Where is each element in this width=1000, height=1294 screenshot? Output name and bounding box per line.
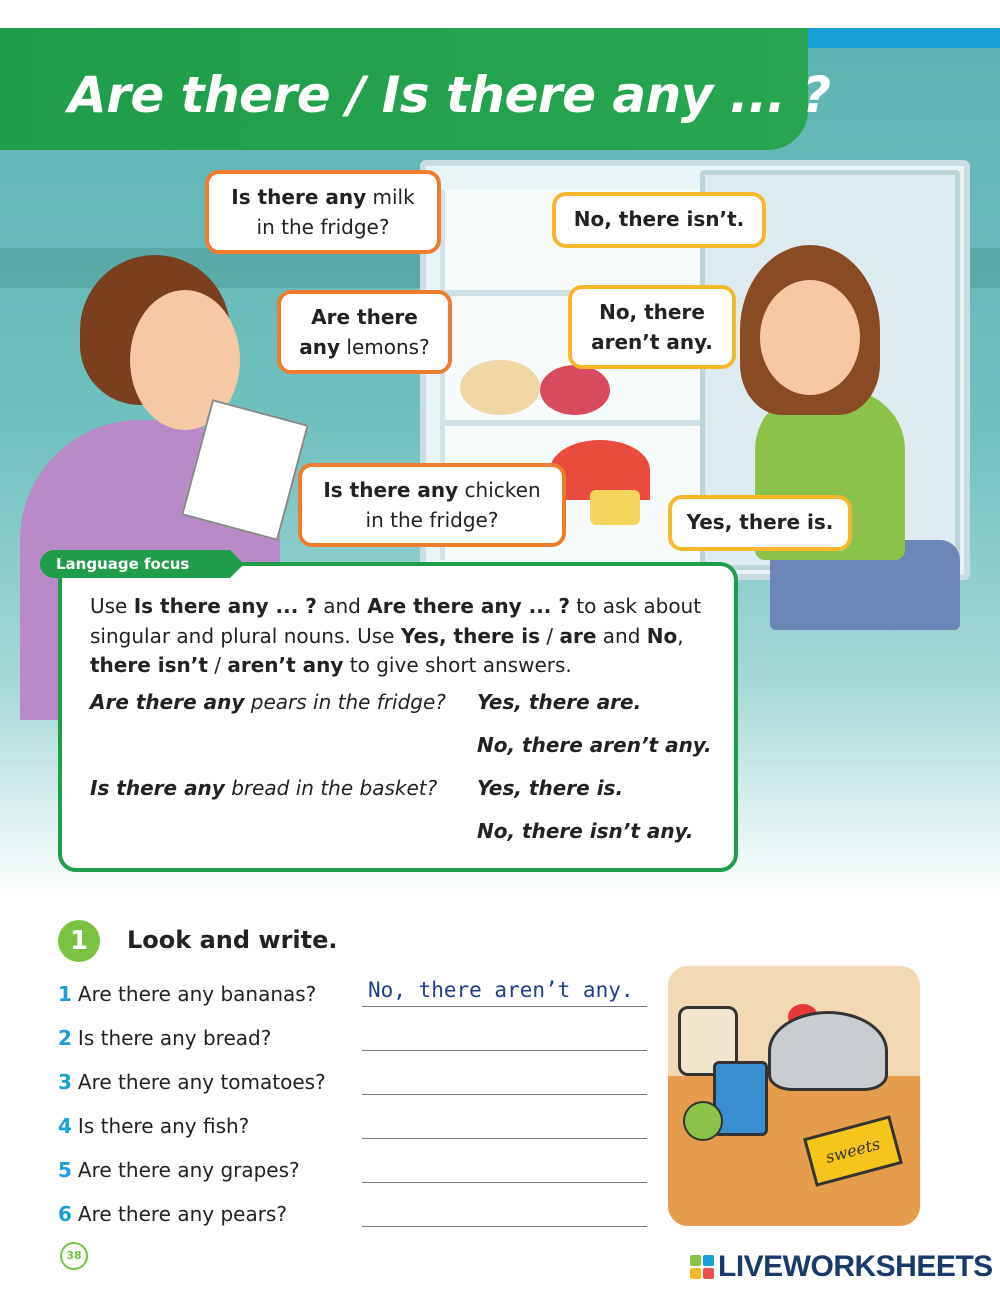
top-accent-bar: [805, 28, 1000, 48]
bubble-lemons-question: [277, 290, 452, 374]
lf-bold-part: No: [646, 623, 678, 648]
bubble-bold: Yes, there is.: [686, 510, 834, 534]
exercise-number-badge: 1: [58, 920, 100, 962]
question-3: [58, 1070, 326, 1094]
bubble-no-isnt: [552, 192, 766, 248]
question-2: [58, 1026, 271, 1050]
grapes-illustration: [683, 1101, 723, 1141]
kitchen-picture: [668, 966, 920, 1226]
example-bold: Yes, there is.: [477, 776, 624, 800]
bubble-text: in the fridge?: [256, 215, 390, 239]
girl-face: [760, 280, 860, 395]
lf-text-part: and: [316, 594, 368, 618]
lf-text-part: /: [540, 623, 560, 648]
page-title: Are there / Is there any ... ?: [68, 66, 831, 124]
bubble-text: in the fridge?: [365, 508, 499, 532]
language-focus-tag: Language focus: [40, 550, 230, 578]
bubble-bold: aren’t any.: [591, 330, 713, 354]
example-answer-2: [477, 733, 712, 757]
liveworksheets-logo-icon: [690, 1255, 714, 1279]
question-number: 3: [58, 1070, 72, 1094]
lf-text-part: Use: [90, 594, 134, 618]
question-6: [58, 1202, 287, 1226]
example-bold: No, there isn’t any.: [477, 819, 694, 843]
bubble-yes-is: [668, 495, 852, 551]
food-chicken: [460, 360, 540, 415]
lf-text-part: /: [207, 653, 228, 677]
answer-line-3[interactable]: [362, 1094, 647, 1095]
example-question-2: [90, 776, 437, 800]
example-bold: Yes, there are.: [477, 690, 642, 714]
answer-line-1: [362, 1006, 647, 1007]
lf-text-part: to give short answers.: [343, 653, 572, 677]
example-bold: Are there any: [90, 690, 245, 714]
bubble-no-arent: [568, 285, 736, 369]
question-text: Is there any fish?: [77, 1114, 250, 1138]
bubble-bold: Is there any: [231, 185, 367, 209]
example-bold: No, there aren’t any.: [477, 733, 712, 757]
question-4: [58, 1114, 249, 1138]
example-text: bread in the basket?: [224, 776, 438, 800]
example-answer-4: [477, 819, 693, 843]
question-number: 6: [58, 1202, 72, 1226]
page-number: 38: [60, 1242, 88, 1270]
liveworksheets-brand: [690, 1250, 993, 1284]
bubble-bold: any: [299, 335, 341, 359]
lf-text-part: ,: [677, 623, 684, 648]
lf-bold-part: there isn’t: [90, 653, 208, 677]
lf-bold-part: Are there any ... ?: [367, 594, 570, 618]
bubble-bold: No, there isn’t.: [573, 207, 745, 231]
question-text: Are there any bananas?: [77, 982, 317, 1006]
lf-bold-part: Yes, there is: [400, 623, 541, 648]
bubble-milk-question: [205, 170, 441, 254]
top-margin: [0, 0, 1000, 28]
example-answer-3: [477, 776, 623, 800]
bubble-bold: Are there: [311, 305, 418, 329]
question-text: Are there any grapes?: [77, 1158, 300, 1182]
bubble-bold: No, there: [599, 300, 705, 324]
bubble-text: chicken: [458, 478, 541, 502]
example-text: pears in the fridge?: [244, 690, 446, 714]
question-number: 4: [58, 1114, 72, 1138]
question-1: [58, 982, 316, 1006]
bubble-text: lemons?: [340, 335, 430, 359]
example-answer-1: [477, 690, 641, 714]
question-number: 1: [58, 982, 72, 1006]
bubble-bold: Is there any: [323, 478, 459, 502]
question-number: 2: [58, 1026, 72, 1050]
kettle-illustration: [768, 1011, 888, 1091]
question-text: Are there any tomatoes?: [77, 1070, 326, 1094]
example-bold: Is there any: [90, 776, 225, 800]
answer-line-6[interactable]: [362, 1226, 647, 1227]
lf-bold-part: are: [559, 623, 597, 648]
question-text: Are there any pears?: [77, 1202, 287, 1226]
lf-bold-part: aren’t any: [227, 653, 344, 677]
answer-line-2[interactable]: [362, 1050, 647, 1051]
example-question-1: [90, 690, 446, 714]
question-text: Is there any bread?: [77, 1026, 272, 1050]
lf-text-part: and: [596, 623, 647, 648]
bubble-text: milk: [366, 185, 415, 209]
lf-text-part: to ask about singular and plural nouns. Use: [90, 594, 702, 648]
language-focus-text: [90, 592, 730, 681]
answer-line-4[interactable]: [362, 1138, 647, 1139]
food-cheese: [590, 490, 640, 525]
exercise-heading: Look and write.: [127, 926, 338, 954]
question-5: [58, 1158, 300, 1182]
lf-bold-part: Is there any ... ?: [133, 594, 317, 618]
question-number: 5: [58, 1158, 72, 1182]
brand-text: LIVEWORKSHEETS: [718, 1250, 993, 1283]
answer-line-5[interactable]: [362, 1182, 647, 1183]
sweets-box: sweets: [803, 1115, 903, 1187]
answer-1-example: No, there aren’t any.: [368, 978, 634, 1002]
food-ham: [540, 365, 610, 415]
bubble-chicken-question: [298, 463, 566, 547]
fridge-shelf: [445, 420, 735, 426]
